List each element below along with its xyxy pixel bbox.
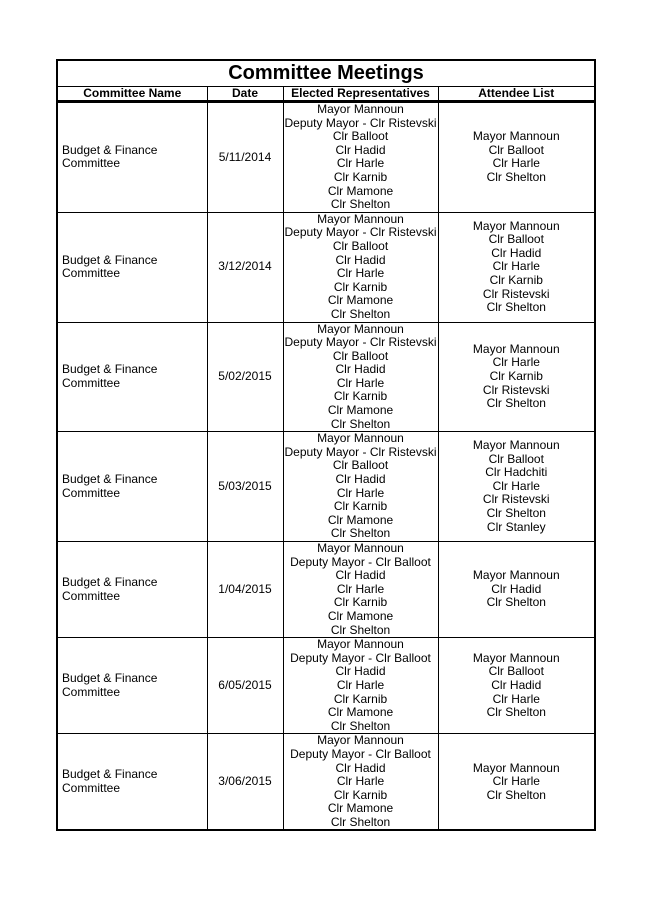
attendee-name: Clr Hadid: [491, 677, 542, 692]
attendee-name: Clr Harle: [492, 691, 540, 706]
meeting-date-cell: 5/02/2015: [207, 322, 283, 432]
representative-name: Clr Mamone: [327, 705, 394, 720]
attendee-name: Clr Balloot: [488, 232, 544, 247]
attendee-name: Clr Balloot: [488, 451, 544, 466]
attendee-name: Mayor Mannoun: [472, 218, 560, 233]
representative-name: Deputy Mayor - Clr Ristevski: [284, 444, 437, 459]
attendee-name: Clr Hadchiti: [485, 465, 548, 480]
representative-name: Clr Shelton: [330, 718, 391, 733]
representative-name: Clr Karnib: [333, 787, 388, 802]
meeting-date-cell: 5/03/2015: [207, 432, 283, 542]
attendee-name: Clr Shelton: [486, 705, 546, 720]
meeting-date-cell: 6/05/2015: [207, 638, 283, 734]
representative-name: Clr Shelton: [330, 416, 391, 431]
representative-name: Clr Karnib: [333, 169, 388, 184]
representative-name: Mayor Mannoun: [317, 211, 404, 226]
column-header-attendee-list: Attendee List: [438, 87, 595, 102]
representative-name: Clr Harle: [336, 375, 385, 390]
representative-name: Clr Hadid: [335, 472, 386, 487]
representative-name: Clr Mamone: [327, 403, 394, 418]
representative-name: Clr Shelton: [330, 306, 391, 321]
committee-name-cell: Budget & Finance Committee: [57, 102, 207, 213]
representative-name: Mayor Mannoun: [317, 102, 404, 116]
representative-name: Clr Mamone: [327, 293, 394, 308]
representative-name: Clr Hadid: [335, 142, 386, 157]
representative-name: Deputy Mayor - Clr Ristevski: [284, 225, 437, 240]
meeting-date-cell: 3/06/2015: [207, 734, 283, 831]
representative-name: Clr Hadid: [335, 568, 386, 583]
attendee-name: Clr Shelton: [486, 396, 546, 411]
attendee-name: Clr Harle: [492, 156, 540, 171]
representative-name: Clr Mamone: [327, 608, 394, 623]
representative-name: Clr Harle: [336, 677, 385, 692]
attendee-name: Clr Ristevski: [482, 286, 550, 301]
attendee-name: Clr Shelton: [486, 787, 546, 802]
representative-name: Clr Shelton: [330, 526, 391, 541]
meeting-date-cell: 5/11/2014: [207, 102, 283, 213]
attendee-name: Mayor Mannoun: [472, 129, 560, 144]
committee-name-cell: Budget & Finance Committee: [57, 212, 207, 322]
attendee-name: Mayor Mannoun: [472, 568, 560, 583]
representative-name: Clr Shelton: [330, 197, 391, 212]
committee-name-cell: Budget & Finance Committee: [57, 542, 207, 638]
table-row: [57, 102, 595, 213]
attendee-name: Clr Shelton: [486, 506, 546, 521]
representative-name: Clr Mamone: [327, 801, 394, 816]
representative-name: Deputy Mayor - Clr Balloot: [290, 746, 431, 761]
representative-name: Clr Harle: [336, 581, 385, 596]
representative-name: Deputy Mayor - Clr Ristevski: [284, 115, 437, 130]
committee-name-cell: Budget & Finance Committee: [57, 432, 207, 542]
attendee-name: Clr Balloot: [488, 664, 544, 679]
attendee-name: Clr Ristevski: [482, 492, 550, 507]
representative-name: Mayor Mannoun: [317, 541, 404, 555]
representative-name: Mayor Mannoun: [317, 733, 404, 748]
representative-name: Clr Shelton: [330, 814, 391, 829]
attendee-name: Clr Shelton: [486, 169, 546, 184]
attendee-name: Clr Hadid: [491, 245, 542, 260]
representative-name: Clr Hadid: [335, 252, 386, 267]
table-row: [57, 542, 595, 638]
attendee-list-cell: [438, 542, 595, 638]
attendee-list-cell: [438, 322, 595, 432]
attendee-name: Clr Harle: [492, 478, 540, 493]
representative-name: Clr Mamone: [327, 512, 394, 527]
representative-name: Clr Harle: [336, 774, 385, 789]
attendee-list-cell: [438, 734, 595, 831]
attendee-name: Mayor Mannoun: [472, 438, 560, 453]
attendee-name: Clr Ristevski: [482, 382, 550, 397]
representative-name: Clr Harle: [336, 156, 385, 171]
committee-name-cell: Budget & Finance Committee: [57, 734, 207, 831]
representative-name: Clr Balloot: [332, 348, 389, 363]
representative-name: Mayor Mannoun: [317, 637, 404, 652]
representative-name: Clr Karnib: [333, 279, 388, 294]
representative-name: Clr Harle: [336, 485, 385, 500]
meeting-rows: [57, 102, 595, 831]
representative-name: Clr Karnib: [333, 389, 388, 404]
representative-name: Mayor Mannoun: [317, 431, 404, 446]
representative-name: Clr Harle: [336, 266, 385, 281]
attendee-name: Mayor Mannoun: [472, 650, 560, 665]
committee-meetings-sheet: [56, 59, 594, 831]
table-row: [57, 432, 595, 542]
column-header-committee-name: Committee Name: [57, 87, 207, 102]
attendee-name: Clr Harle: [492, 774, 540, 789]
column-header-date: Date: [207, 87, 283, 102]
elected-representatives-cell: [283, 542, 438, 638]
elected-representatives-cell: [283, 432, 438, 542]
attendee-list-cell: [438, 212, 595, 322]
representative-name: Clr Balloot: [332, 129, 389, 144]
table-row: [57, 638, 595, 734]
representative-name: Mayor Mannoun: [317, 321, 404, 336]
representative-name: Clr Shelton: [330, 622, 391, 637]
attendee-name: Clr Balloot: [488, 142, 544, 157]
meeting-date-cell: 1/04/2015: [207, 542, 283, 638]
representative-name: Deputy Mayor - Clr Balloot: [290, 650, 431, 665]
attendee-name: Mayor Mannoun: [472, 760, 560, 775]
representative-name: Clr Balloot: [332, 458, 389, 473]
attendee-name: Clr Shelton: [486, 300, 546, 315]
attendee-name: Clr Hadid: [491, 581, 542, 596]
attendee-name: Clr Harle: [492, 259, 540, 274]
column-header-elected-representatives: Elected Representatives: [283, 87, 438, 102]
attendee-name: Clr Stanley: [486, 519, 546, 534]
representative-name: Clr Karnib: [333, 691, 388, 706]
attendee-name: Clr Shelton: [486, 595, 546, 610]
representative-name: Clr Hadid: [335, 362, 386, 377]
representative-name: Clr Hadid: [335, 760, 386, 775]
representative-name: Clr Mamone: [327, 183, 394, 198]
meeting-date-cell: 3/12/2014: [207, 212, 283, 322]
table-row: [57, 322, 595, 432]
elected-representatives-cell: [283, 322, 438, 432]
page-title: Committee Meetings: [57, 60, 595, 87]
committee-meetings-table: [56, 59, 596, 831]
representative-name: Deputy Mayor - Clr Balloot: [290, 554, 431, 569]
elected-representatives-cell: [283, 638, 438, 734]
elected-representatives-cell: [283, 734, 438, 831]
attendee-list-cell: [438, 638, 595, 734]
representative-name: Deputy Mayor - Clr Ristevski: [284, 335, 437, 350]
attendee-name: Clr Karnib: [489, 369, 543, 384]
attendee-list-cell: [438, 432, 595, 542]
attendee-name: Clr Karnib: [489, 272, 543, 287]
committee-name-cell: Budget & Finance Committee: [57, 638, 207, 734]
elected-representatives-cell: [283, 102, 438, 213]
table-row: [57, 734, 595, 831]
table-row: [57, 212, 595, 322]
representative-name: Clr Hadid: [335, 664, 386, 679]
elected-representatives-cell: [283, 212, 438, 322]
representative-name: Clr Karnib: [333, 595, 388, 610]
attendee-list-cell: [438, 102, 595, 213]
attendee-name: Clr Harle: [492, 355, 540, 370]
committee-name-cell: Budget & Finance Committee: [57, 322, 207, 432]
attendee-name: Mayor Mannoun: [472, 341, 560, 356]
representative-name: Clr Balloot: [332, 238, 389, 253]
representative-name: Clr Karnib: [333, 499, 388, 514]
